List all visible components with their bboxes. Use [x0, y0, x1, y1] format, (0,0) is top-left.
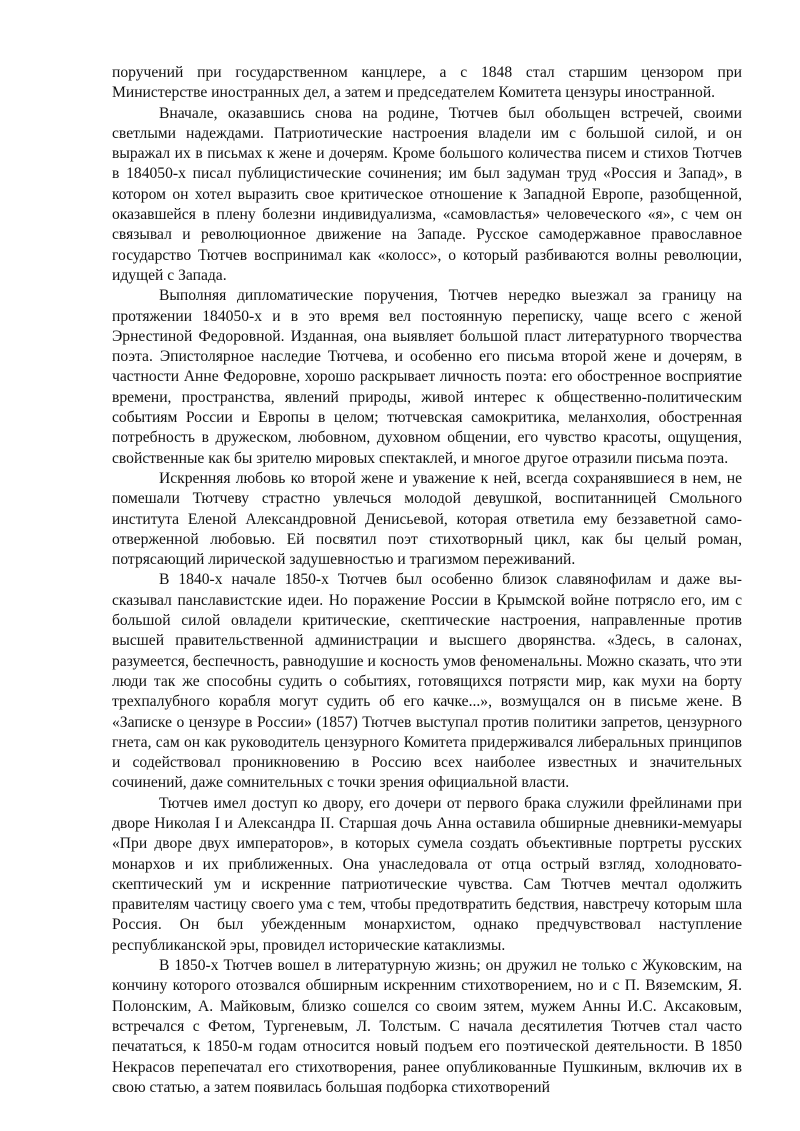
- paragraph-4: Искренняя любовь ко второй жене и уважение к ней, всегда сохранявшиеся в нем, не помешали Тютчеву страстно увлечься молодой девушкой, воспитанницей Смольного института Еленой Александровной Денисьевой, которая ответила ему беззаветной само-отверженной любовью. Ей посвятил поэт стихотворный цикл, как бы целый роман, потрясающий лирической задушевностью и трагизмом переживаний.: [112, 469, 742, 569]
- paragraph-2: Вначале, оказавшись снова на родине, Тютчев был обольщен встречей, своими светлыми надеждами. Патриотические настроения владели им с большой силой, и он выражал их в письмах к жене и дочерям. Кроме большого количества писем и стихов Тютчев в 184050-х писал публицистические сочинения; им был задуман труд «Россия и Запад», в котором он хотел выразить свое критическое отношение к Западной Европе, разобщенной, оказавшейся в плену болезни индивидуализма, «самовластья» человеческого «я», с чем он связывал и революционное движение на Западе. Русское самодержавное православное государство Тютчев воспринимал как «колосс», о который разбиваются волны революции, идущей с Запада.: [112, 104, 742, 284]
- paragraph-3: Выполняя дипломатические поручения, Тютчев нередко выезжал за границу на протяжении 184050-х и в это время вел постоянную переписку, чаще всего с женой Эрнестиной Федоровной. Изданная, она выявляет большой пласт литературного творчества поэта. Эпистолярное наследие Тютчева, и особенно его письма второй жене и дочерям, в частности Анне Федоровне, хорошо раскрывает личность поэта: его обостренное восприятие времени, пространства, явлений природы, живой интерес к общественно-политическим событиям России и Европы в целом; тютчевская самокритика, меланхолия, обостренная потребность в дружеском, любовном, духовном общении, его чувство красоты, ощущения, свойственные как бы зрителю мировых спектаклей, и многое другое отразили письма поэта.: [112, 287, 742, 467]
- paragraph-5: В 1840-х начале 1850-х Тютчев был особенно близок славянофилам и даже вы-сказывал панславистские идеи. Но поражение России в Крымской войне потрясло его, им с большой силой овладели критические, скептические настроения, направленные против высшей правительственной администрации и высшего дворянства. «Здесь, в салонах, разумеется, беспечность, равнодушие и косность умов феноменальны. Можно сказать, что эти люди так же способны судить о событиях, готовящихся потрясти мир, как мухи на борту трехпалубного корабля могут судить об его качке...», возмущался он в письме жене. В «Записке о цензуре в России» (1857) Тютчев выступал против политики запретов, цензурного гнета, сам он как руководитель цензурного Комитета придерживался либеральных принципов и содействовал проникновению в Россию всех наиболее известных и значительных сочинений, даже сомнительных с точки зрения официальной власти.: [112, 571, 742, 792]
- paragraph-7: В 1850-х Тютчев вошел в литературную жизнь; он дружил не только с Жуковским, на кончину которого отозвался обширным искренним стихотворением, но и с П. Вяземским, Я. Полонским, А. Майковым, близко сошелся со своим зятем, мужем Анны И.С. Аксаковым, встречался с Фетом, Тургеневым, Л. Толстым. С начала десятилетия Тютчев стал часто печататься, к 1850-м годам относится новый подъем его поэтической деятельности. В 1850 Некрасов перепечатал его стихотворения, ранее опубликованные Пушкиным, включив их в свою статью, а затем появилась большая подборка стихотворений: [112, 957, 742, 1096]
- paragraph-6: Тютчев имел доступ ко двору, его дочери от первого брака служили фрейлинами при дворе Николая I и Александра II. Старшая дочь Анна оставила обширные дневники-мемуары «При дворе двух императоров», в которых сумела создать объективные портреты русских монархов и их приближенных. Она унаследовала от отца острый взгляд, холодновато-скептический ум и искренние патриотические чувства. Сам Тютчев мечтал одолжить правителям частицу своего ума с тем, чтобы предотвратить бедствия, навстречу которым шла Россия. Он был убежденным монархистом, однако предчувствовал наступление республиканской эры, провидел исторические катаклизмы.: [112, 794, 742, 954]
- paragraph-1: поручений при государственном канцлере, а с 1848 стал старшим цензором при Министерстве иностранных дел, а затем и председателем Комитета цензуры иностранной.: [112, 64, 742, 102]
- document-page: [112, 63, 742, 1098]
